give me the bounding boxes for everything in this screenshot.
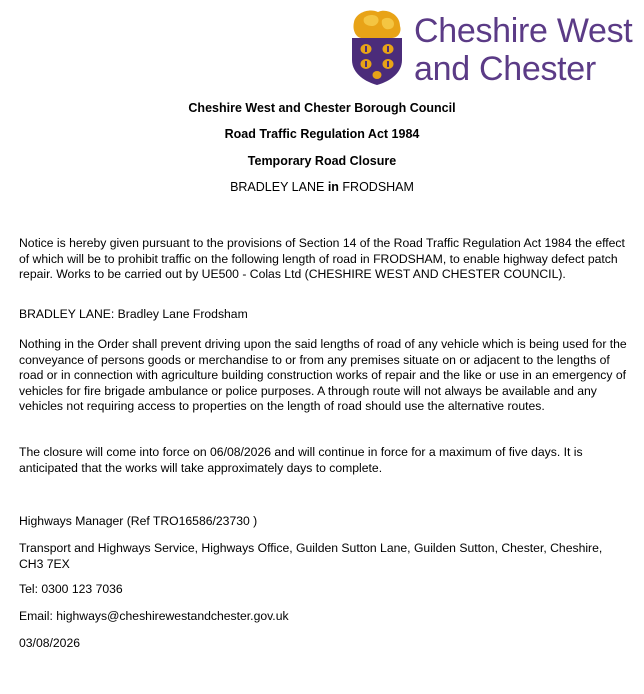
location-town: FRODSHAM [342,180,414,194]
council-name: Cheshire West and Chester Borough Council [188,101,456,115]
logo-wordmark [414,12,632,88]
closure-location [0,180,644,194]
location-in: in [327,180,339,194]
email-address: Email: highways@cheshirewestandchester.gov.uk [19,609,289,623]
act-title: Road Traffic Regulation Act 1984 [224,127,420,141]
logo-line-2: and Chester [414,50,596,88]
exemptions-paragraph: Nothing in the Order shall prevent driving upon the said lengths of road of any vehicle which is being used for the conveyance of persons goods or merchandise to or from any premises situate on or adjacent to the lengths of road or in connection with agriculture building construction works of repair and the like or use in an emergency of vehicles for fire brigade ambulance or police purposes. A through route will not always be available and any vehicles not requiring access to properties on the length of road should use the alternative routes. [19,337,627,414]
office-address: Transport and Highways Service, Highways Office, Guilden Sutton Lane, Guilden Sutton, Chester, Cheshire, CH3 7EX [19,541,603,571]
manager-reference: Highways Manager (Ref TRO16586/23730 ) [19,514,258,528]
telephone: Tel: 0300 123 7036 [19,582,123,596]
road-paragraph: BRADLEY LANE: Bradley Lane Frodsham [19,307,248,321]
closure-title: Temporary Road Closure [247,154,397,168]
lion-crest-icon [348,8,406,86]
location-road: BRADLEY LANE [230,180,325,194]
notice-date: 03/08/2026 [19,636,80,650]
notice-paragraph: Notice is hereby given pursuant to the provisions of Section 14 of the Road Traffic Regulation Act 1984 the effect of which will be to prohibit traffic on the following length of road in FRODSHAM, to enable highway defect patch repair. Works to be carried out by UE500 - Colas Ltd (CHESHIRE WEST AND CHESTER COUNCIL). [19,236,625,282]
council-logo [348,8,638,88]
closure-paragraph: The closure will come into force on 06/08/2026 and will continue in force for a maximum of five days. It is anticipated that the works will take approximately days to complete. [19,445,583,475]
logo-line-1: Cheshire West [414,12,633,50]
